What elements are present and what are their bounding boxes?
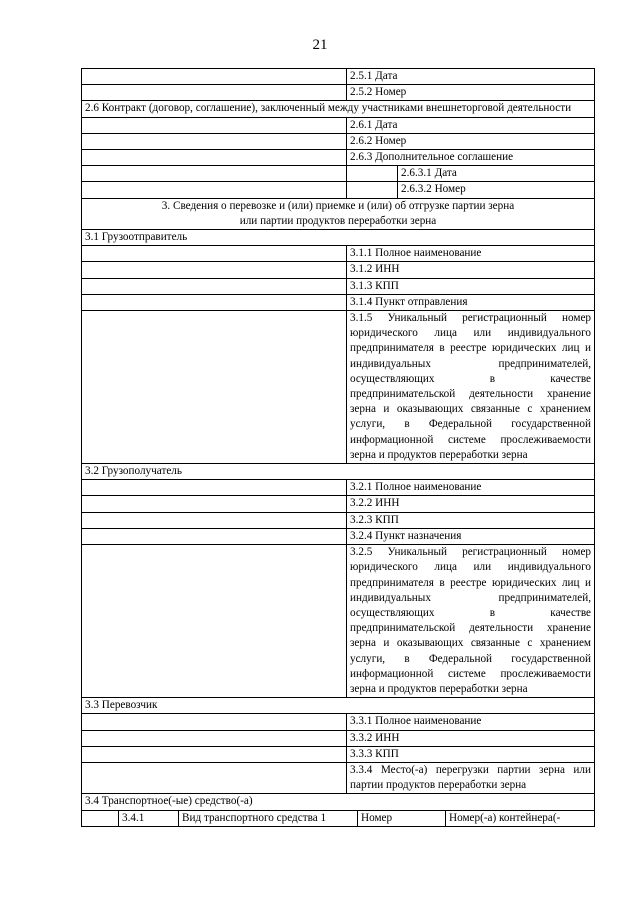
section-3-1: 3.1 Грузоотправитель xyxy=(85,231,188,244)
table-row xyxy=(81,118,595,134)
table-row xyxy=(81,794,595,810)
field-3-3-2: 3.3.2 ИНН xyxy=(350,731,400,744)
field-3-2-5: 3.2.5 Уникальный регистрационный номер юридического лица или индивидуального предпринимателя в реестре юридических лиц и индивидуальных предпринимателей, осуществляющих в качестве предпринимательской деятельности хранение зерна и оказывающих связанные с хранением услуги, в Федеральной государственной информационной системе прослеживаемости зерна и продуктов переработки зерна xyxy=(350,546,591,695)
table-row xyxy=(81,763,595,794)
table-row xyxy=(81,698,595,714)
table-row xyxy=(81,134,595,150)
table-row xyxy=(81,513,595,529)
field-2-6-2: 2.6.2 Номер xyxy=(350,134,407,147)
table-row xyxy=(81,182,595,198)
field-3-2-2: 3.2.2 ИНН xyxy=(350,497,400,510)
field-3-3-1: 3.3.1 Полное наименование xyxy=(350,715,482,728)
field-3-4-1-container: Номер(-а) контейнера(- xyxy=(449,811,561,824)
field-3-1-2: 3.1.2 ИНН xyxy=(350,263,400,276)
field-2-6-3-2: 2.6.3.2 Номер xyxy=(401,183,466,196)
table-row xyxy=(81,714,595,730)
section-3-2: 3.2 Грузополучатель xyxy=(85,465,182,478)
section-3-3: 3.3 Перевозчик xyxy=(85,699,158,712)
table-row xyxy=(81,101,595,117)
table-row xyxy=(81,496,595,512)
table-row xyxy=(81,199,595,230)
table-row xyxy=(81,480,595,496)
field-3-2-1: 3.2.1 Полное наименование xyxy=(350,481,482,494)
field-3-2-4: 3.2.4 Пункт назначения xyxy=(350,529,462,542)
field-3-2-3: 3.2.3 КПП xyxy=(350,513,399,526)
field-3-1-1: 3.1.1 Полное наименование xyxy=(350,247,482,260)
table-row xyxy=(81,150,595,166)
field-3-3-4: 3.3.4 Место(-а) перегрузки партии зерна или партии продуктов переработки зерна xyxy=(350,763,591,792)
field-3-1-5: 3.1.5 Уникальный регистрационный номер юридического лица или индивидуального предпринимателя в реестре юридических лиц и индивидуальных предпринимателей, осуществляющих в качестве предпринимательской деятельности хранение зерна и оказывающих связанные с хранением услуги, в Федеральной государственной информационной системе прослеживаемости зерна и продуктов переработки зерна xyxy=(350,312,591,461)
field-2-6-1: 2.6.1 Дата xyxy=(350,118,398,131)
table-row xyxy=(81,246,595,262)
field-2-5-2: 2.5.2 Номер xyxy=(350,86,407,99)
section-3-heading-line-1: 3. Сведения о перевозке и (или) приемке и (или) об отгрузке партии зерна xyxy=(161,199,515,212)
field-2-6-3: 2.6.3 Дополнительное соглашение xyxy=(350,151,514,164)
field-3-4-1-code: 3.4.1 xyxy=(119,811,179,826)
field-3-1-3: 3.1.3 КПП xyxy=(350,279,399,292)
field-3-3-3: 3.3.3 КПП xyxy=(350,747,399,760)
field-3-4-1-number: Номер xyxy=(358,811,446,826)
section-2-6: 2.6 Контракт (договор, соглашение), заключенный между участниками внешнеторговой деятельности xyxy=(85,102,572,115)
table-row xyxy=(81,68,595,85)
field-3-4-1-kind: Вид транспортного средства 1 xyxy=(179,811,358,826)
table-row xyxy=(81,295,595,311)
table-row xyxy=(81,230,595,246)
table-row xyxy=(81,747,595,763)
table-row xyxy=(81,811,595,827)
page-number: 21 xyxy=(312,37,328,53)
table-row xyxy=(81,464,595,480)
document-table xyxy=(81,68,595,827)
table-row xyxy=(81,262,595,278)
section-3-heading-line-2: или партии продуктов переработки зерна xyxy=(239,214,437,227)
table-row xyxy=(81,529,595,545)
table-row xyxy=(81,166,595,182)
table-row xyxy=(81,545,595,698)
table-row xyxy=(81,311,595,464)
table-row xyxy=(81,279,595,295)
field-2-5-1: 2.5.1 Дата xyxy=(350,70,398,82)
section-3-4: 3.4 Транспортное(-ые) средство(-а) xyxy=(85,795,253,808)
field-3-1-4: 3.1.4 Пункт отправления xyxy=(350,295,468,308)
table-row xyxy=(81,85,595,101)
section-3-heading xyxy=(82,199,594,229)
table-row xyxy=(81,731,595,747)
field-2-6-3-1: 2.6.3.1 Дата xyxy=(401,167,457,180)
